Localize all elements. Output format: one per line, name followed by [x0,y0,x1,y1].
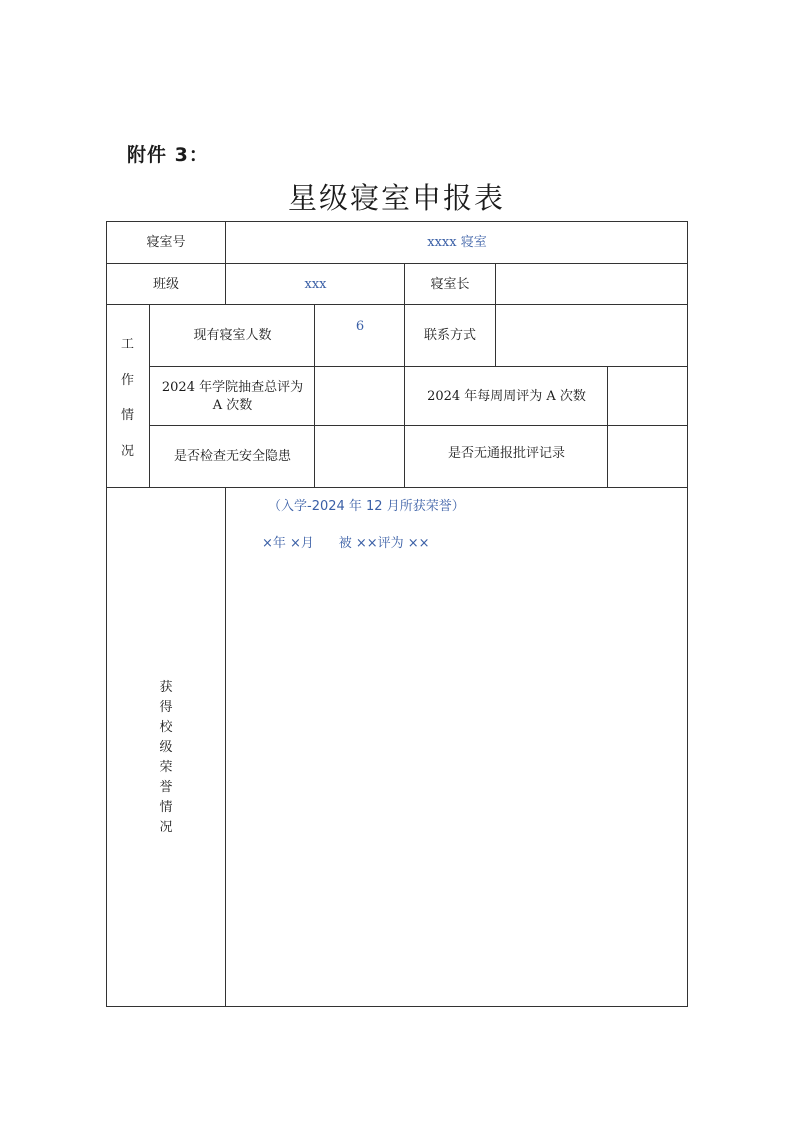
honors-side-label [106,488,226,1006]
honors-field[interactable] [226,488,688,1006]
class-field[interactable]: xxx [304,276,327,292]
side-char: 获 [159,680,173,695]
contact-label: 联系方式 [423,328,476,344]
side-char: 况 [159,820,173,835]
no-criticism-field[interactable] [608,426,688,487]
side-char: 誉 [159,780,173,795]
side-char: 情 [159,800,173,815]
page-title: 星级寝室申报表 [287,181,505,215]
college-check-field[interactable] [315,367,405,426]
table-border-bottom [106,1006,688,1007]
honors-example: ×年 ×月 被 ××评为 ×× [262,536,430,551]
weekly-evaluation-label: 2024 年每周周评为 A 次数 [427,388,586,404]
side-char: 情 [120,408,134,424]
college-check-label [150,367,315,426]
side-char: 作 [120,372,134,388]
safety-check-label: 是否检查无安全隐患 [173,448,291,464]
current-members-label: 现有寝室人数 [193,328,272,344]
dorm-leader-field[interactable] [496,264,688,305]
safety-check-field[interactable] [315,426,405,487]
side-char: 工 [120,337,134,353]
side-char: 况 [120,443,134,459]
no-criticism-label: 是否无通报批评记录 [447,445,565,461]
weekly-evaluation-field[interactable] [608,367,688,426]
side-char: 荣 [159,760,173,775]
side-char: 级 [159,740,173,755]
dorm-leader-label: 寝室长 [430,276,470,292]
class-label: 班级 [152,276,179,292]
dorm-number-field[interactable]: xxxx 寝室 [427,234,487,250]
current-members-field[interactable]: 6 [355,319,365,335]
work-situation-side-label [106,305,149,487]
side-char: 得 [159,700,173,715]
college-check-label-line1: 2024 年学院抽查总评为 [161,379,304,395]
side-char: 校 [159,720,173,735]
attachment-label: 附件 3： [127,144,209,166]
college-check-label-line2: A 次数 [212,397,253,413]
dorm-number-label: 寝室号 [146,234,186,250]
honors-hint: （入学-2024 年 12 月所获荣誉） [268,499,465,514]
contact-field[interactable] [496,305,688,367]
